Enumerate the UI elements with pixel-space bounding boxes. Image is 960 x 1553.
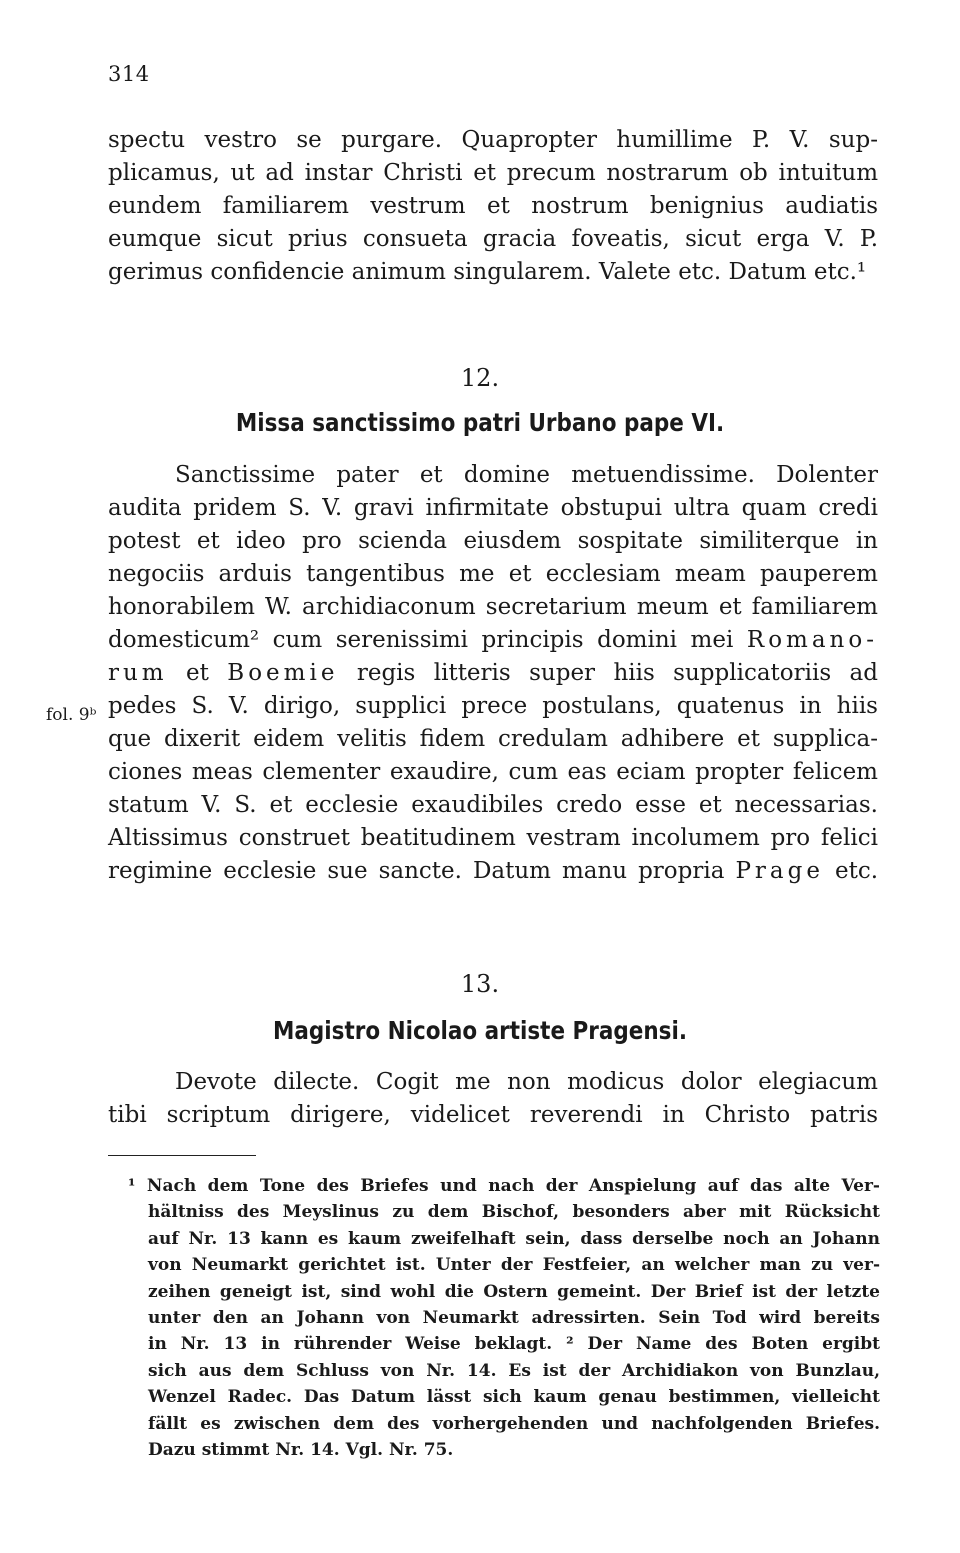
text-line: gerimus confidencie animum singularem. Valete etc. Datum etc.¹ [108, 259, 867, 285]
text-line [108, 657, 878, 690]
footnotes [128, 1173, 880, 1463]
letter-12-number: 12. [460, 364, 500, 392]
text-line: spectu vestro se purgare. Quapropter humillime P. V. sup- [108, 127, 878, 153]
text-line [108, 855, 878, 888]
spaced-name-romano: Romano- [746, 627, 878, 653]
footnote-line: hältniss des Meyslinus zu dem Bischof, besonders aber mit Rücksicht [148, 1202, 880, 1223]
text-line: honorabilem W. archidiaconum secretarium meum et familiarem [108, 594, 878, 620]
text-line: audita pridem S. V. gravi infirmitate obstupui ultra quam credi [108, 495, 878, 521]
footnote-line: Wenzel Radec. Das Datum lässt sich kaum genau bestimmen, vielleicht [148, 1387, 880, 1408]
text-segment: regis litteris super hiis supplicatoriis ad [356, 660, 878, 686]
letter-13-title: Magistro Nicolao artiste Pragensi. [272, 1016, 687, 1045]
spaced-name-prage: Prage [735, 858, 824, 884]
footnote-line: auf Nr. 13 kann es kaum zweifelhaft sein, dass derselbe noch an Johann [148, 1228, 880, 1249]
footnote-line: in Nr. 13 in rührender Weise beklagt. ² Der Name des Boten ergibt [148, 1334, 880, 1355]
text-line: potest et ideo pro scienda eiusdem sospitate similiterque in [108, 528, 878, 554]
text-line: plicamus, ut ad instar Christi et precum nostrarum ob intuitum [108, 160, 878, 186]
text-line: negociis arduis tangentibus me et ecclesiam meam pauperem [108, 561, 878, 587]
text-line: que dixerit eidem velitis fidem credulam adhibere et supplica- [108, 726, 878, 752]
text-line [108, 624, 878, 657]
footnote-line: von Neumarkt gerichtet ist. Unter der Festfeier, an welcher man zu ver- [148, 1255, 880, 1276]
spaced-word-rum: rum [108, 660, 168, 686]
text-line: Sanctissime pater et domine metuendissime. Dolenter [175, 462, 878, 488]
footnote-line: unter den an Johann von Neumarkt adressirten. Sein Tod wird bereits [148, 1307, 880, 1328]
letter-13-number: 13. [460, 970, 500, 998]
text-line: statum V. S. et ecclesie exaudibiles credo esse et necessarias. [108, 792, 878, 818]
text-line: ciones meas clementer exaudire, cum eas eciam propter felicem [108, 759, 878, 785]
spaced-name-boemie: Boemie [227, 660, 339, 686]
text-segment: et [186, 660, 209, 686]
text-segment: etc. [834, 858, 879, 884]
text-line: tibi scriptum dirigere, videlicet reverendi in Christo patris [108, 1102, 878, 1128]
letter-12-title: Missa sanctissimo patri Urbano pape VI. [235, 408, 725, 437]
letter-13-body [108, 1066, 878, 1132]
text-line: eundem familiarem vestrum et nostrum benignius audiatis [108, 193, 878, 219]
footnote-line: sich aus dem Schluss von Nr. 14. Es ist der Archidiakon von Bunzlau, [148, 1360, 880, 1381]
letter-12-body [108, 459, 878, 888]
footnote-line: fällt es zwischen dem des vorhergehenden und nachfolgenden Briefes. [148, 1413, 880, 1434]
text-line: eumque sicut prius consueta gracia foveatis, sicut erga V. P. [108, 226, 878, 252]
text-segment: regimine ecclesie sue sancte. Datum manu propria [108, 858, 725, 884]
text-line: pedes S. V. dirigo, supplici prece postulans, quatenus in hiis [108, 693, 878, 719]
footnote-line: Dazu stimmt Nr. 14. Vgl. Nr. 75. [148, 1439, 454, 1460]
text-line: Devote dilecte. Cogit me non modicus dolor elegiacum [175, 1069, 878, 1095]
text-segment: domesticum² cum serenissimi principis domini mei [108, 627, 734, 653]
intro-paragraph [108, 124, 878, 289]
footnote-divider [108, 1155, 256, 1156]
page-number: 314 [108, 62, 150, 86]
text-line: Altissimus construet beatitudinem vestram incolumem pro felici [108, 825, 878, 851]
footnote-line: zeihen geneigt ist, sind wohl die Ostern gemeint. Der Brief ist der letzte [148, 1281, 880, 1302]
footnote-line: ¹ Nach dem Tone des Briefes und nach der Anspielung auf das alte Ver- [128, 1176, 880, 1196]
folio-margin-note: fol. 9ᵇ [46, 705, 97, 725]
